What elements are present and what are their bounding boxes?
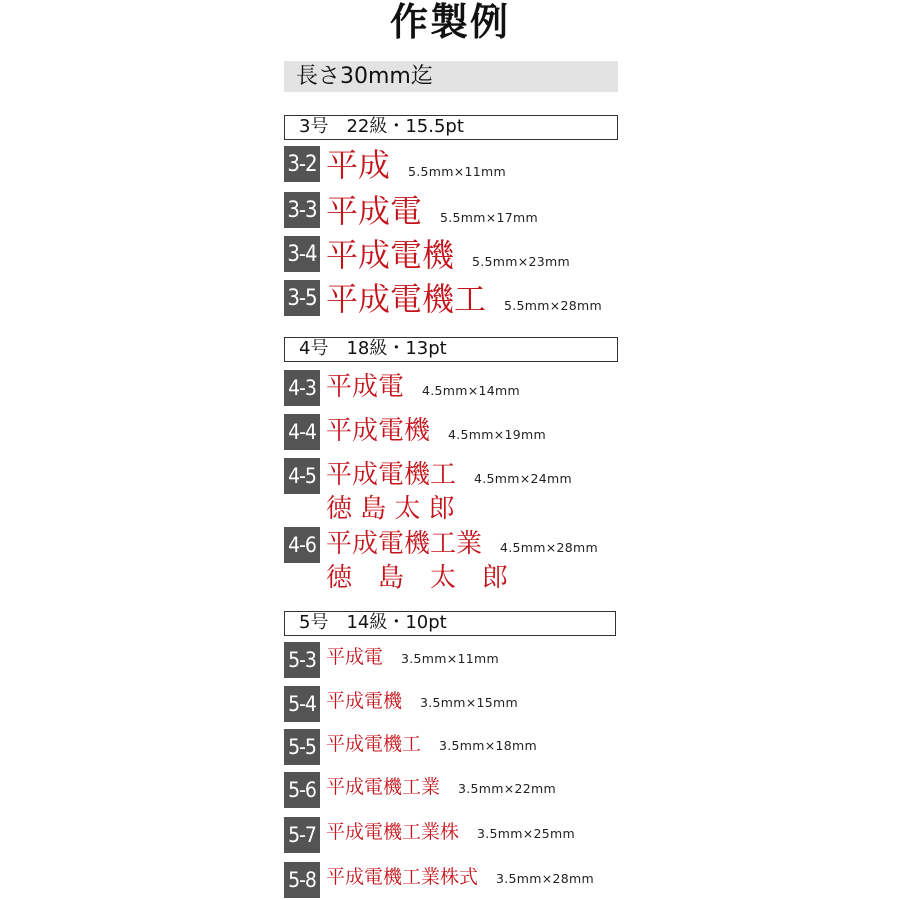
stamp-text: 平成電機工 xyxy=(326,280,487,318)
code-badge: 5-7 xyxy=(284,817,320,853)
code-badge: 3-5 xyxy=(284,280,320,316)
dimension-text: 4.5mm×19mm xyxy=(448,427,546,442)
stamp-name-text: 徳 島 太 郎 xyxy=(326,494,455,524)
dimension-text: 4.5mm×24mm xyxy=(474,471,572,486)
code-badge: 3-3 xyxy=(284,192,320,228)
example-row-4-4 xyxy=(284,414,546,450)
stamp-text: 平成電機工 xyxy=(326,460,457,490)
dimension-text: 3.5mm×18mm xyxy=(439,738,537,753)
example-row-5-6 xyxy=(284,772,556,808)
size-header-3: 3号 22級・15.5pt xyxy=(284,115,618,140)
example-row-3-3 xyxy=(284,192,538,230)
example-row-5-5 xyxy=(284,729,537,765)
code-badge: 5-3 xyxy=(284,642,320,678)
stamp-text: 平成電機工 xyxy=(326,733,422,755)
dimension-text: 5.5mm×17mm xyxy=(440,210,538,225)
dimension-text: 5.5mm×28mm xyxy=(504,298,602,313)
dimension-text: 5.5mm×23mm xyxy=(472,254,570,269)
example-row-5-7 xyxy=(284,817,575,853)
dimension-text: 3.5mm×15mm xyxy=(420,695,518,710)
stamp-text: 平成電 xyxy=(326,192,423,230)
stamp-text: 平成電機工業株 xyxy=(326,821,460,843)
example-row-4-5 xyxy=(284,458,572,526)
stamp-text: 平成電 xyxy=(326,372,405,402)
dimension-text: 3.5mm×25mm xyxy=(477,826,575,841)
example-row-5-8 xyxy=(284,862,594,898)
dimension-text: 3.5mm×22mm xyxy=(458,781,556,796)
code-badge: 4-4 xyxy=(284,414,320,450)
code-badge: 3-2 xyxy=(284,146,320,182)
code-badge: 4-3 xyxy=(284,370,320,406)
code-badge: 4-6 xyxy=(284,527,320,563)
example-row-4-6 xyxy=(284,527,598,595)
stamp-text: 平成電機工業 xyxy=(326,529,483,559)
dimension-text: 3.5mm×11mm xyxy=(401,651,499,666)
code-badge: 5-5 xyxy=(284,729,320,765)
page-title: 作製例 xyxy=(389,0,510,44)
example-row-5-3 xyxy=(284,642,499,678)
stamp-name-text: 徳 島 太 郎 xyxy=(326,563,509,593)
stamp-text: 平成 xyxy=(326,146,391,184)
example-row-3-4 xyxy=(284,236,570,274)
dimension-text: 4.5mm×14mm xyxy=(422,383,520,398)
dimension-text: 3.5mm×28mm xyxy=(496,871,594,886)
size-header-5: 5号 14級・10pt xyxy=(284,611,616,636)
stamp-text: 平成電機 xyxy=(326,416,431,446)
code-badge: 4-5 xyxy=(284,458,320,494)
code-badge: 3-4 xyxy=(284,236,320,272)
example-row-3-2 xyxy=(284,146,506,184)
length-limit-label: 長さ30mm迄 xyxy=(284,61,618,92)
code-badge: 5-4 xyxy=(284,686,320,722)
size-header-4: 4号 18級・13pt xyxy=(284,337,618,362)
code-badge: 5-6 xyxy=(284,772,320,808)
dimension-text: 4.5mm×28mm xyxy=(500,540,598,555)
example-row-3-5 xyxy=(284,280,602,318)
stamp-text: 平成電機工業株式 xyxy=(326,866,479,888)
example-row-4-3 xyxy=(284,370,520,406)
code-badge: 5-8 xyxy=(284,862,320,898)
example-row-5-4 xyxy=(284,686,518,722)
stamp-text: 平成電機 xyxy=(326,236,455,274)
stamp-text: 平成電機工業 xyxy=(326,776,441,798)
dimension-text: 5.5mm×11mm xyxy=(408,164,506,179)
stamp-text: 平成電機 xyxy=(326,690,403,712)
stamp-text: 平成電 xyxy=(326,646,384,668)
